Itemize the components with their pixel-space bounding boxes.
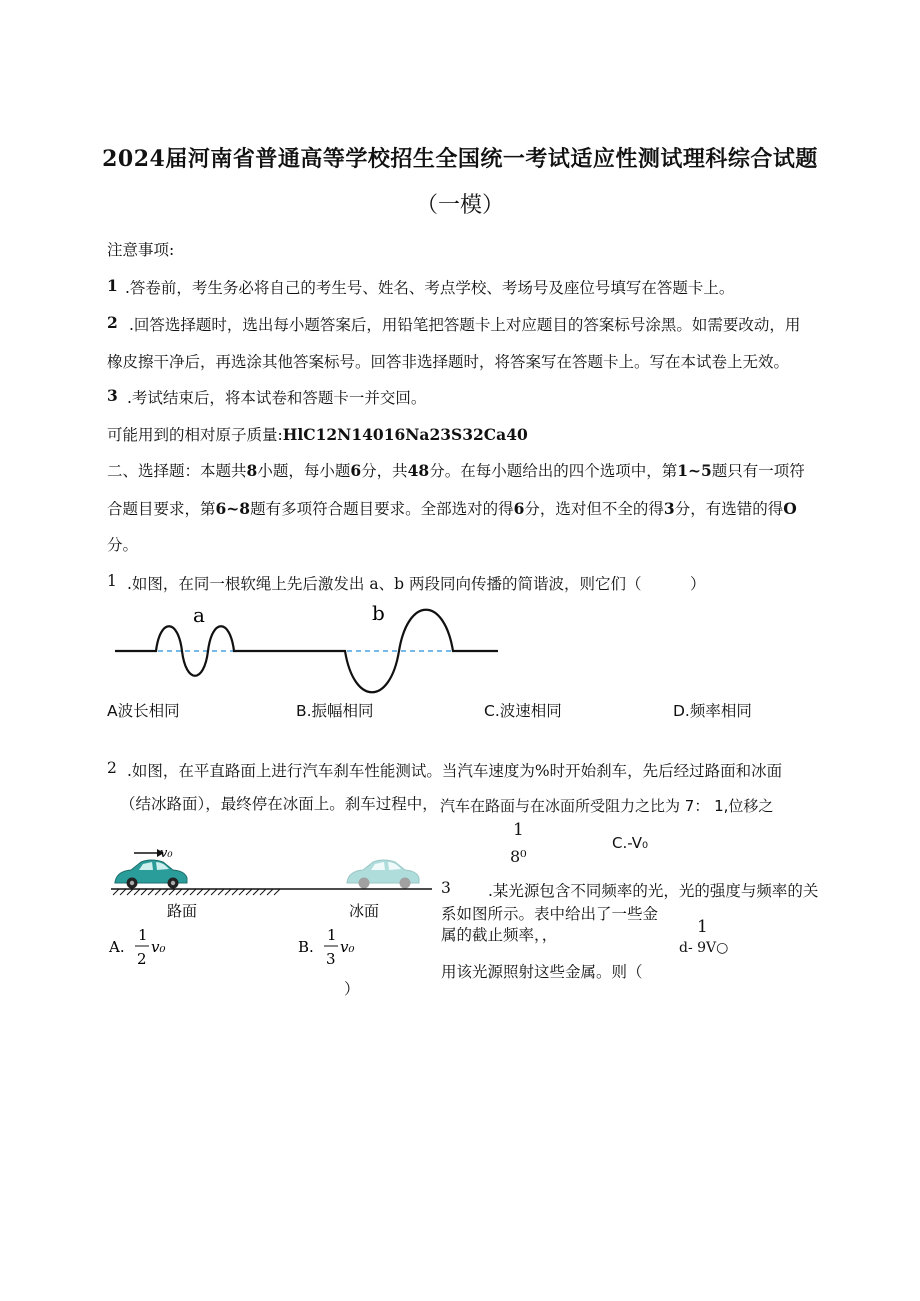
section-number: 1~5	[677, 461, 712, 480]
option-a-letter: A.	[109, 938, 125, 956]
section-text: 分。在每小题给出的四个选项中，第	[429, 462, 678, 480]
option-b-numerator: 1	[327, 926, 337, 944]
section-text: 题有多项符合题目要求。全部选对的得	[250, 500, 514, 518]
section-instructions-line2	[107, 497, 797, 519]
section-text: 合题目要求，第	[107, 500, 216, 518]
section-text: 题只有一项符	[711, 462, 805, 480]
q1-number: 1	[107, 572, 117, 590]
exam-title: 2024届河南省普通高等学校招生全国统一考试适应性测试理科综合试题	[102, 146, 818, 172]
q3-stem-line4: 用该光源照射这些金属。则（	[441, 963, 643, 981]
notice-item-3-number: 3	[107, 386, 118, 405]
car-on-road-icon	[115, 860, 187, 889]
q3-stem-line2: 系如图所示。表中给出了一些金	[441, 905, 659, 923]
option-a-denominator: 2	[137, 950, 147, 968]
q2-fraction-numerator: 1	[513, 820, 524, 840]
section-number: 6	[350, 461, 362, 480]
q1-stem: .如图，在同一根软绳上先后激发出 a、b 两段同向传播的简谐波，则它们（	[127, 575, 642, 593]
atomic-mass-prefix: 可能用到的相对原子质量:	[107, 426, 283, 444]
q2-stem-line1: .如图，在平直路面上进行汽车刹车性能测试。当汽车速度为%时开始刹车，先后经过路面和冰面	[127, 762, 783, 780]
q1-option-c[interactable]: C.波速相同	[484, 702, 562, 720]
road-hatching	[113, 889, 280, 895]
section-text: 二、选择题：本题共	[107, 462, 247, 480]
notice-item-2-line2: 橡皮擦干净后，再选涂其他答案标号。回答非选择题时，将答案写在答题卡上。写在本试卷上无效。	[107, 353, 790, 371]
section-text: 分，有选错的得	[674, 500, 784, 518]
q1-paren-close: ）	[690, 575, 706, 593]
option-b-v0: v₀	[340, 938, 355, 956]
q1-option-d[interactable]: D.频率相同	[673, 702, 752, 720]
atomic-mass-line	[107, 423, 528, 445]
q3-fraction-numerator: 1	[697, 917, 708, 937]
q2-road-figure	[107, 842, 435, 922]
ice-label: 冰面	[349, 902, 380, 920]
section-number: 8	[246, 461, 258, 480]
road-label: 路面	[167, 902, 198, 920]
section-instructions-line1	[107, 459, 805, 481]
notice-item-3-text: .考试结束后，将本试卷和答题卡一并交回。	[127, 389, 427, 407]
car-on-ice-icon	[347, 860, 419, 889]
q3-fraction-rest: d- 9V○	[679, 940, 729, 956]
q2-stem-line2-left: （结冰路面），最终停在冰面上。刹车过程中，	[120, 795, 438, 813]
q2-stem-line2-right: 汽车在路面与在冰面所受阻力之比为 7： 1,位移之	[440, 797, 774, 815]
q2-paren-close: ）	[344, 980, 360, 998]
option-b-denominator: 3	[326, 950, 336, 968]
section-number: 3	[663, 499, 675, 518]
q3-number: 3	[441, 879, 451, 897]
q2-option-a[interactable]	[107, 922, 177, 972]
exam-subtitle: （一模）	[415, 193, 504, 218]
notice-item-2-line1: .回答选择题时，选出每小题答案后，用铅笔把答题卡上对应题目的答案标号涂黑。如需要改动，用	[129, 316, 801, 334]
atomic-mass-values: HlC12N14016Na23S32Ca40	[282, 425, 528, 444]
section-instructions-line3: 分。	[107, 536, 139, 554]
section-text: 小题，每小题	[257, 462, 351, 480]
q1-wave-figure	[110, 598, 502, 698]
section-number: O	[783, 499, 797, 518]
q1-option-b[interactable]: B.振幅相同	[296, 702, 374, 720]
section-number: 6~8	[215, 499, 251, 518]
q2-number: 2	[107, 759, 117, 777]
section-number: 6	[513, 499, 525, 518]
notice-heading: 注意事项:	[107, 241, 175, 259]
option-a-v0: v₀	[151, 938, 166, 956]
section-text: 分，选对但不全的得	[524, 500, 664, 518]
wave-a-label: a	[193, 603, 205, 627]
notice-item-2-number: 2	[107, 313, 118, 332]
notice-item-1-text: .答卷前，考生务必将自己的考生号、姓名、考点学校、考场号及座位号填写在答题卡上。	[125, 279, 735, 297]
notice-item-1-number: 1	[107, 276, 118, 295]
q2-option-c[interactable]: C.-V₀	[612, 834, 649, 852]
q2-option-b[interactable]	[296, 922, 366, 972]
q3-stem-line3: 属的截止频率，，	[441, 926, 558, 944]
q1-option-a[interactable]: A波长相同	[107, 702, 180, 720]
section-number: 48	[407, 461, 430, 480]
section-text: 分，共	[361, 462, 408, 480]
v0-label: v₀	[160, 846, 173, 861]
option-a-numerator: 1	[138, 926, 148, 944]
wave-b-label: b	[372, 601, 385, 625]
q2-fraction-denominator: 8⁰	[510, 847, 527, 866]
q3-stem-line1: .某光源包含不同频率的光，光的强度与频率的关	[488, 882, 819, 900]
option-b-letter: B.	[298, 938, 314, 956]
